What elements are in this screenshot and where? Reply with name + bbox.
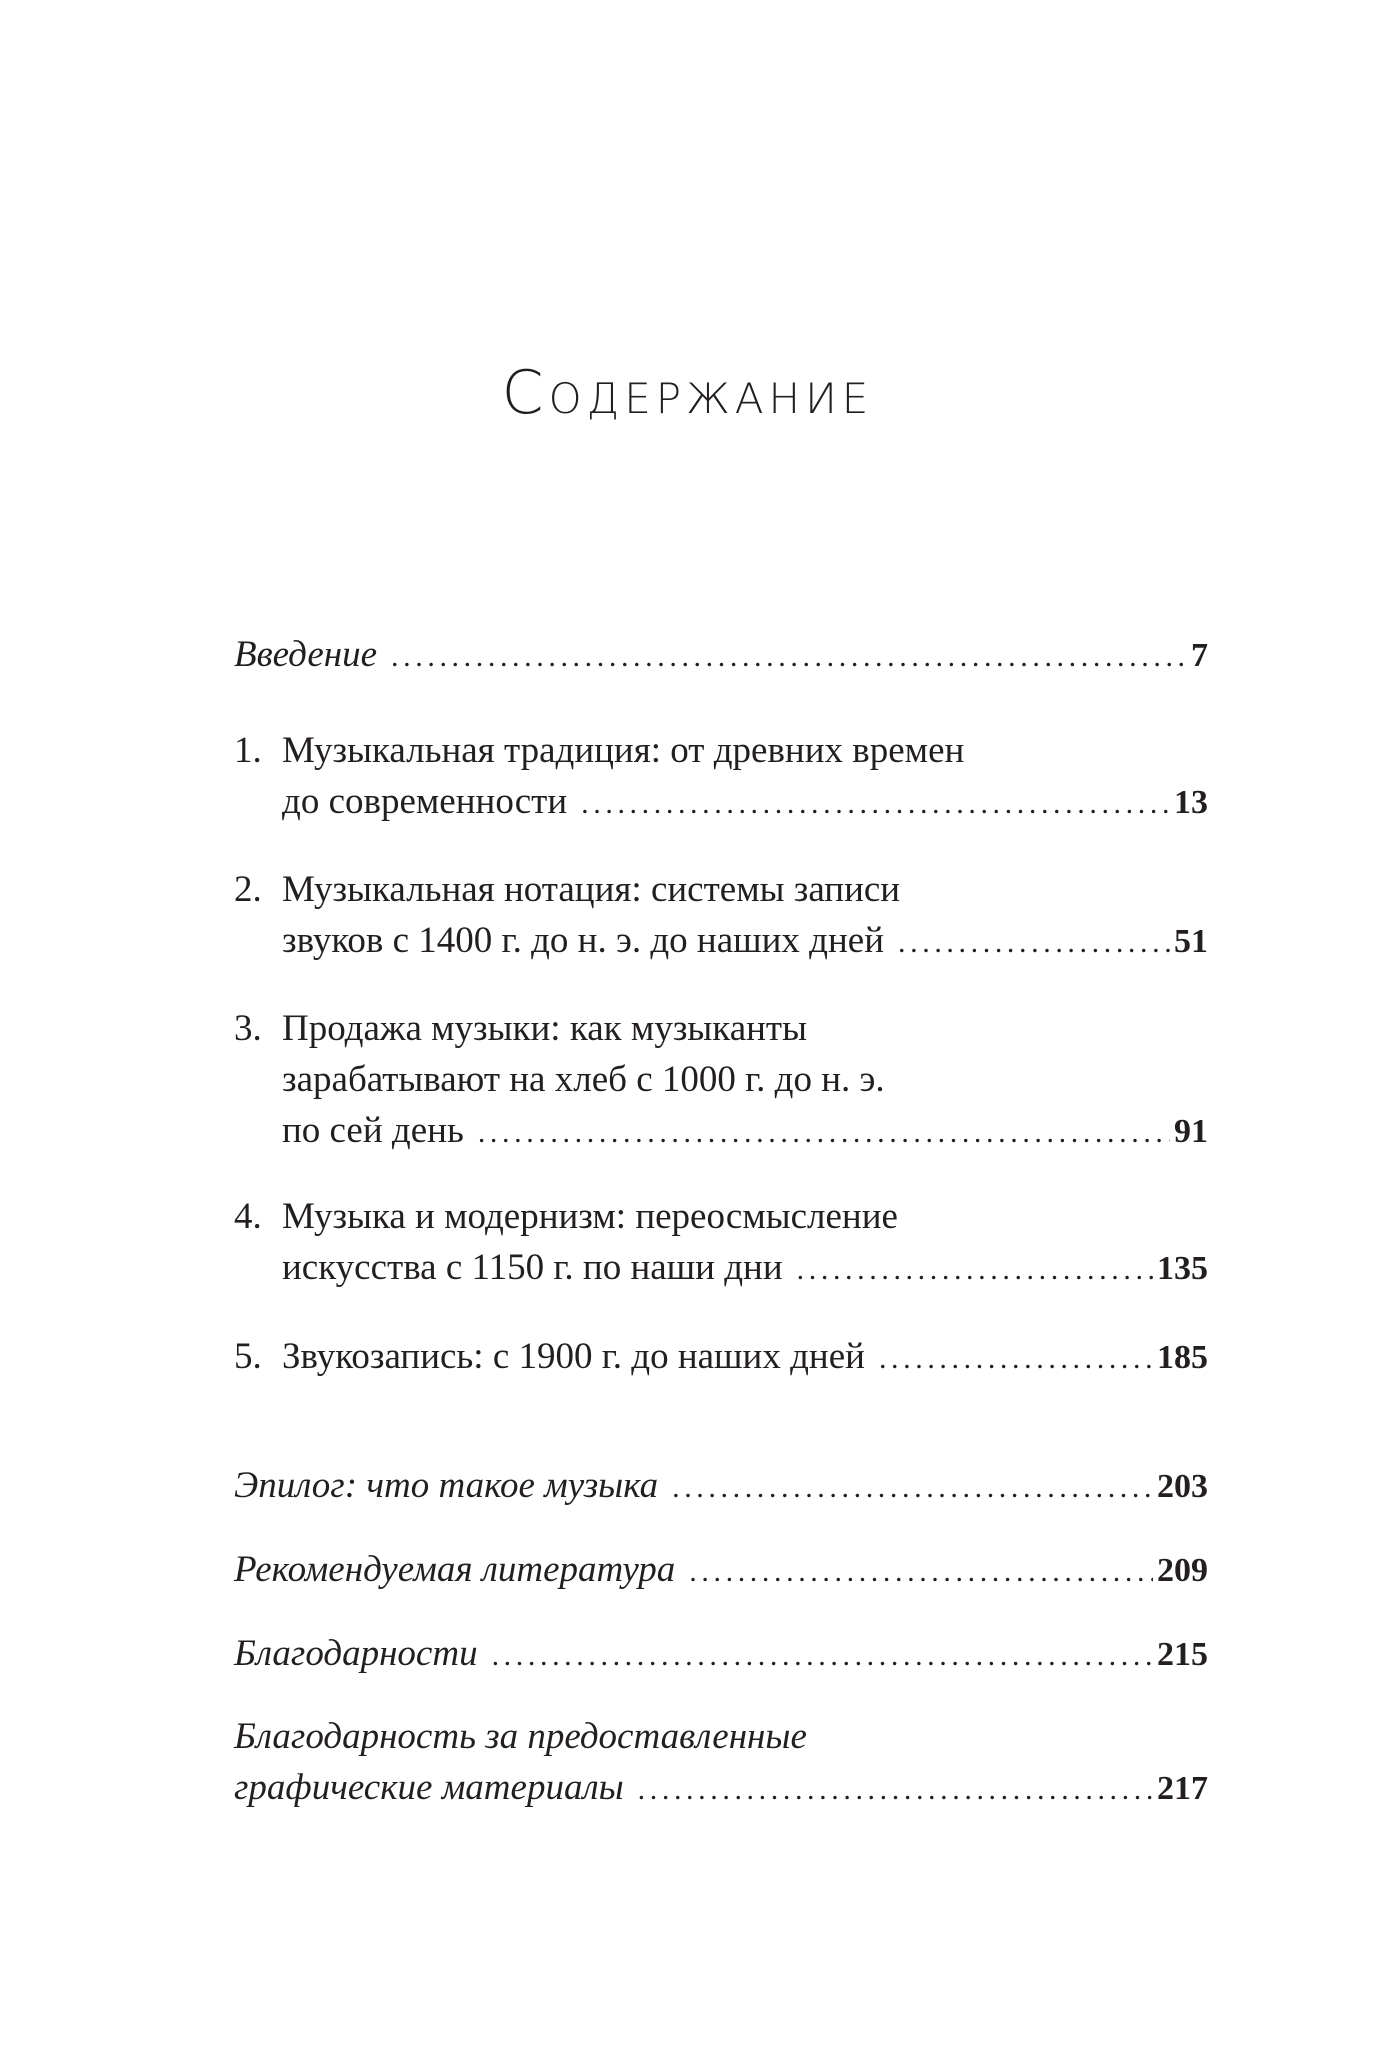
toc-entry-title-continued: по сей день: [282, 1110, 464, 1151]
toc-entry-introduction[interactable]: [234, 629, 1208, 680]
toc-page-number: 7: [1191, 637, 1208, 674]
dot-leader: [478, 1107, 1170, 1158]
chapter-number: 5.: [234, 1336, 262, 1377]
dot-leader: [391, 631, 1187, 682]
toc-page-number: 203: [1157, 1468, 1208, 1505]
toc-entry-recommended-reading[interactable]: [234, 1544, 1208, 1595]
toc-entry-title-continued: искусства с 1150 г. по наши дни: [282, 1247, 783, 1288]
toc-entry-chapter-2[interactable]: [234, 864, 1208, 966]
toc-entry-title: Звукозапись: с 1900 г. до наших дней: [282, 1336, 865, 1377]
toc-page-number: 13: [1174, 784, 1208, 821]
toc-page-number: 51: [1174, 923, 1208, 960]
toc-page-number: 209: [1157, 1552, 1208, 1589]
chapter-number: 3.: [234, 1008, 262, 1049]
toc-page-number: 185: [1157, 1339, 1208, 1376]
toc-entry-title: Рекомендуемая литература: [234, 1549, 676, 1590]
dot-leader: [879, 1333, 1153, 1384]
dot-leader: [492, 1630, 1153, 1681]
toc-page-number: 135: [1157, 1250, 1208, 1287]
dot-leader: [797, 1244, 1153, 1295]
toc-entry-chapter-1[interactable]: [234, 725, 1208, 827]
toc-entry-title: Музыка и модернизм: переосмысление: [282, 1196, 898, 1237]
toc-page-number: 217: [1157, 1770, 1208, 1807]
toc-entry-chapter-3[interactable]: [234, 1003, 1208, 1156]
chapter-number: 2.: [234, 869, 262, 910]
page-title: Содержание: [501, 358, 874, 428]
toc-entry-title-continued: до современности: [282, 781, 568, 822]
toc-entry-chapter-5[interactable]: [234, 1331, 1208, 1382]
toc-entry-title: Благодарности: [234, 1633, 478, 1674]
toc-page-number: 91: [1174, 1113, 1208, 1150]
toc-entry-title-continued: зарабатывают на хлеб с 1000 г. до н. э.: [282, 1059, 885, 1100]
toc-entry-title: Музыкальная нотация: системы записи: [282, 869, 901, 910]
toc-entry-title-continued: графические материалы: [234, 1767, 624, 1808]
toc-entry-chapter-4[interactable]: [234, 1191, 1208, 1293]
toc-entry-title: Музыкальная традиция: от древних времен: [282, 730, 965, 771]
toc-entry-title: Введение: [234, 634, 378, 675]
toc-entry-acknowledgements[interactable]: [234, 1628, 1208, 1679]
dot-leader: [898, 917, 1170, 968]
toc-entry-epilogue[interactable]: [234, 1460, 1208, 1511]
toc-entry-title: Благодарность за предоставленные: [234, 1716, 807, 1757]
toc-entry-title: Эпилог: что такое музыка: [234, 1465, 659, 1506]
dot-leader: [672, 1462, 1153, 1513]
toc-entry-title-continued: звуков с 1400 г. до н. э. до наших дней: [282, 920, 885, 961]
dot-leader: [638, 1764, 1153, 1815]
toc-page-number: 215: [1157, 1636, 1208, 1673]
dot-leader: [689, 1546, 1153, 1597]
dot-leader: [581, 778, 1170, 829]
chapter-number: 1.: [234, 730, 262, 771]
toc-entry-title: Продажа музыки: как музыканты: [282, 1008, 807, 1049]
toc-entry-image-credits[interactable]: [234, 1711, 1208, 1813]
chapter-number: 4.: [234, 1196, 262, 1237]
